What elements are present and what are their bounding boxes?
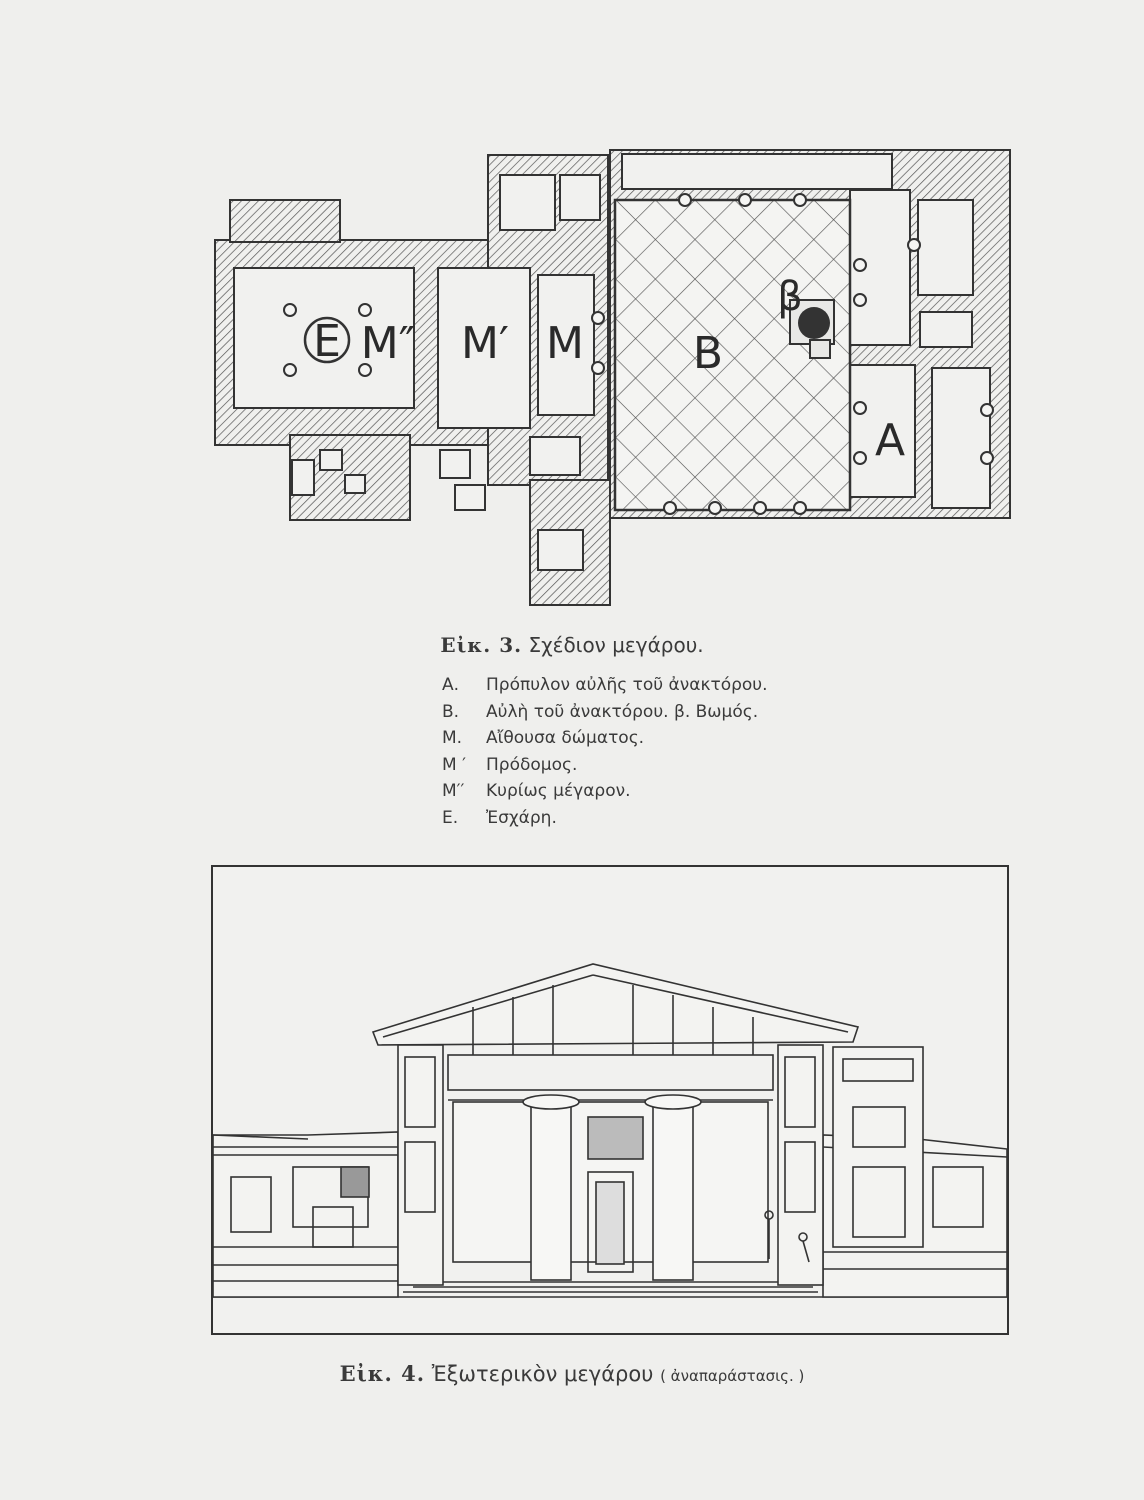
plan-label-M: Μ [546,318,584,369]
legend-key: Μ. [442,728,463,748]
figure-4-note: ( ἀναπαράστασις. ) [660,1367,805,1385]
figure-4-caption [0,1361,1144,1386]
legend-key: Μ′′ [442,781,465,801]
figure-3-title: Σχέδιον μεγάρου. [528,633,704,657]
legend-row [442,672,768,699]
plan-label-B: Β [692,328,724,379]
legend-text: Κυρίως μέγαρον. [486,781,631,801]
legend-row [442,752,768,779]
legend-row [442,725,768,752]
legend-key: Α. [442,675,460,695]
legend-row [442,778,768,805]
figure-3-label: Εἰκ. 3. [440,633,523,657]
legend-text: Αἴθουσα δώματος. [486,728,645,748]
plan-label-E: Ε [313,316,341,367]
legend-text: Πρόδομος. [486,754,578,775]
legend-row [442,805,768,832]
legend-key: Β. [442,701,460,722]
plan-label-M2: Μ″ [360,318,416,369]
reconstruction-drawing [211,865,1009,1335]
figure-4-title: Ἐξωτερικὸν μεγάρου [431,1362,654,1386]
floor-plan [200,140,1030,620]
legend-key: Μ ′ [442,754,466,775]
legend-row [442,699,768,726]
legend-text: Ἐσχάρη. [486,807,557,828]
plan-label-A: Α [874,415,906,466]
figure-3-caption [0,633,1144,657]
legend-text: Αὐλὴ τοῦ ἀνακτόρου. β. Βωμός. [486,701,759,722]
figure-3-legend [442,672,768,831]
legend-text: Πρόπυλον αὐλῆς τοῦ ἀνακτόρου. [486,675,768,695]
plan-label-beta: β [777,274,803,320]
figure-4-label: Εἰκ. 4. [339,1361,426,1386]
legend-key: Ε. [442,807,459,828]
plan-label-M1: Μ′ [461,318,509,369]
